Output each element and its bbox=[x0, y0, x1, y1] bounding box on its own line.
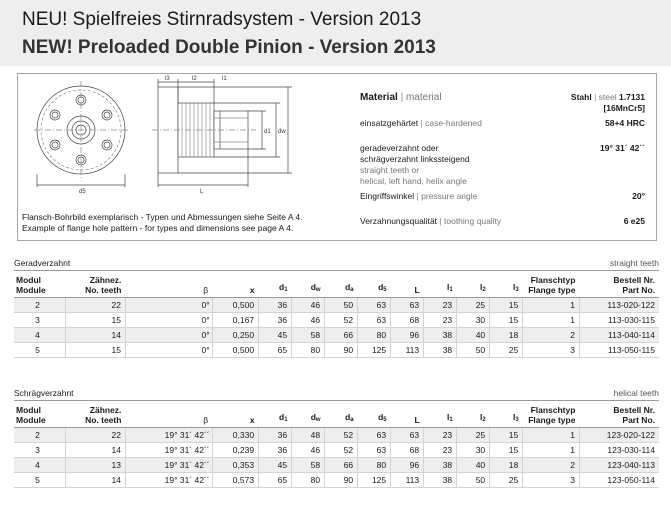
helical-label-german: Schrägverzahnt bbox=[14, 388, 74, 398]
table-cell: 113 bbox=[391, 343, 424, 358]
spec-quality-label: Verzahnungsqualität | toothing quality bbox=[360, 216, 502, 226]
table-cell: 46 bbox=[292, 443, 325, 458]
table-cell: 18 bbox=[490, 328, 523, 343]
table-cell: 113-020-122 bbox=[579, 298, 659, 313]
table-cell: 3 bbox=[523, 343, 580, 358]
table-cell: 0,330 bbox=[212, 428, 258, 443]
table-cell: 23 bbox=[424, 428, 457, 443]
table-row bbox=[14, 428, 659, 443]
table-cell: 45 bbox=[259, 458, 292, 473]
table-cell: 4 bbox=[14, 328, 66, 343]
table-cell: 19° 31´ 42´´ bbox=[125, 473, 212, 488]
table-cell: 22 bbox=[66, 428, 126, 443]
table-cell: 123-020-122 bbox=[579, 428, 659, 443]
helical-header-row bbox=[14, 405, 659, 428]
table-cell: 123-030-114 bbox=[579, 443, 659, 458]
straight-section-header bbox=[14, 258, 659, 271]
col-beta: β bbox=[125, 405, 212, 428]
helical-label-english: helical teeth bbox=[613, 388, 659, 398]
dim-d5: d5 bbox=[79, 189, 86, 195]
col-da: $d_a$ bbox=[325, 275, 358, 298]
col-l2: $l_2$ bbox=[457, 275, 490, 298]
col-dw: $d_w$ bbox=[292, 405, 325, 428]
col-l1: $l_1$ bbox=[424, 405, 457, 428]
table-row bbox=[14, 328, 659, 343]
technical-drawing bbox=[34, 73, 324, 205]
table-cell: 25 bbox=[490, 473, 523, 488]
col-teeth: Zähnez. No. teeth bbox=[66, 275, 126, 298]
table-cell: 18 bbox=[490, 458, 523, 473]
table-cell: 36 bbox=[259, 313, 292, 328]
table-cell: 13 bbox=[66, 458, 126, 473]
spec-teeth-label: geradeverzahnt oder schrägverzahnt linkssteigend straight teeth or helical, left hand, helix angle bbox=[360, 143, 470, 186]
spec-teeth-value: 19° 31´ 42´´ bbox=[600, 143, 645, 153]
dim-l3: l3 bbox=[165, 76, 170, 82]
table-cell: 0,573 bbox=[212, 473, 258, 488]
spec-pressure-angle-value: 20° bbox=[632, 191, 645, 201]
table-cell: 1 bbox=[523, 298, 580, 313]
spec-material-value: Stahl | steel 1.7131 [16MnCr5] bbox=[570, 92, 645, 113]
col-part-no: Bestell Nr. Part No. bbox=[579, 275, 659, 298]
table-cell: 25 bbox=[490, 343, 523, 358]
table-cell: 30 bbox=[457, 313, 490, 328]
col-da: $d_a$ bbox=[325, 405, 358, 428]
table-cell: 90 bbox=[325, 343, 358, 358]
table-cell: 5 bbox=[14, 473, 66, 488]
table-cell: 63 bbox=[358, 298, 391, 313]
table-cell: 38 bbox=[424, 343, 457, 358]
table-cell: 80 bbox=[358, 458, 391, 473]
col-l2: $l_2$ bbox=[457, 405, 490, 428]
col-l3: $l_3$ bbox=[490, 405, 523, 428]
col-x: x bbox=[212, 405, 258, 428]
table-row bbox=[14, 443, 659, 458]
table-cell: 113-050-115 bbox=[579, 343, 659, 358]
table-cell: 23 bbox=[424, 298, 457, 313]
page-header bbox=[0, 0, 671, 66]
table-cell: 63 bbox=[358, 313, 391, 328]
dim-dw: dw bbox=[278, 129, 286, 135]
title-german: NEU! Spielfreies Stirnradsystem - Version 2013 bbox=[22, 9, 422, 30]
table-cell: 52 bbox=[325, 428, 358, 443]
col-d1: $d_1$ bbox=[259, 275, 292, 298]
table-cell: 3 bbox=[14, 313, 66, 328]
col-l1: $l_1$ bbox=[424, 275, 457, 298]
col-x: x bbox=[212, 275, 258, 298]
table-cell: 68 bbox=[391, 313, 424, 328]
table-cell: 25 bbox=[457, 298, 490, 313]
table-cell: 63 bbox=[391, 428, 424, 443]
table-cell: 52 bbox=[325, 443, 358, 458]
straight-label-german: Geradverzahnt bbox=[14, 258, 71, 268]
table-cell: 45 bbox=[259, 328, 292, 343]
table-cell: 40 bbox=[457, 458, 490, 473]
table-cell: 2 bbox=[14, 298, 66, 313]
dim-l1: l1 bbox=[222, 76, 227, 82]
table-cell: 0,250 bbox=[212, 328, 258, 343]
helical-table-body bbox=[14, 428, 659, 488]
table-cell: 46 bbox=[292, 313, 325, 328]
table-cell: 3 bbox=[523, 473, 580, 488]
table-cell: 65 bbox=[259, 473, 292, 488]
table-cell: 36 bbox=[259, 428, 292, 443]
table-cell: 38 bbox=[424, 328, 457, 343]
col-l3: $l_3$ bbox=[490, 275, 523, 298]
table-row bbox=[14, 343, 659, 358]
table-cell: 80 bbox=[292, 343, 325, 358]
table-cell: 58 bbox=[292, 458, 325, 473]
table-cell: 0,500 bbox=[212, 343, 258, 358]
table-cell: 0° bbox=[125, 328, 212, 343]
table-cell: 113 bbox=[391, 473, 424, 488]
flange-note-german: Flansch-Bohrbild exemplarisch - Typen und Abmessungen siehe Seite A 4. bbox=[22, 212, 303, 222]
table-cell: 80 bbox=[358, 328, 391, 343]
dim-l2: l2 bbox=[192, 76, 197, 82]
helical-teeth-table bbox=[14, 405, 659, 488]
col-d1: $d_1$ bbox=[259, 405, 292, 428]
table-cell: 65 bbox=[259, 343, 292, 358]
table-cell: 14 bbox=[66, 473, 126, 488]
table-cell: 50 bbox=[457, 473, 490, 488]
table-cell: 23 bbox=[424, 443, 457, 458]
table-cell: 63 bbox=[358, 428, 391, 443]
table-cell: 66 bbox=[325, 328, 358, 343]
table-cell: 1 bbox=[523, 313, 580, 328]
spec-material-label: Material | material bbox=[360, 92, 442, 103]
table-cell: 15 bbox=[490, 443, 523, 458]
col-modul: Modul Module bbox=[14, 275, 66, 298]
table-cell: 0° bbox=[125, 298, 212, 313]
table-cell: 2 bbox=[14, 428, 66, 443]
title-english: NEW! Preloaded Double Pinion - Version 2013 bbox=[22, 37, 436, 58]
spec-pressure-angle-label: Eingriffswinkel | pressure angle bbox=[360, 191, 478, 201]
table-cell: 23 bbox=[424, 313, 457, 328]
col-flange-type: Flanschtyp Flange type bbox=[523, 405, 580, 428]
table-cell: 38 bbox=[424, 458, 457, 473]
table-cell: 50 bbox=[325, 298, 358, 313]
flange-note-english: Example of flange hole pattern - for types and dimensions see page A 4. bbox=[22, 223, 294, 233]
table-cell: 0,239 bbox=[212, 443, 258, 458]
col-beta: β bbox=[125, 275, 212, 298]
table-cell: 123-050-114 bbox=[579, 473, 659, 488]
straight-table-body bbox=[14, 298, 659, 358]
table-cell: 30 bbox=[457, 443, 490, 458]
table-row bbox=[14, 473, 659, 488]
table-cell: 52 bbox=[325, 313, 358, 328]
col-L: L bbox=[391, 275, 424, 298]
table-cell: 14 bbox=[66, 443, 126, 458]
col-part-no: Bestell Nr. Part No. bbox=[579, 405, 659, 428]
table-cell: 15 bbox=[66, 343, 126, 358]
table-cell: 125 bbox=[358, 473, 391, 488]
table-cell: 96 bbox=[391, 458, 424, 473]
table-cell: 36 bbox=[259, 298, 292, 313]
table-cell: 58 bbox=[292, 328, 325, 343]
table-cell: 113-040-114 bbox=[579, 328, 659, 343]
table-cell: 36 bbox=[259, 443, 292, 458]
table-cell: 80 bbox=[292, 473, 325, 488]
straight-teeth-table bbox=[14, 275, 659, 358]
table-cell: 63 bbox=[391, 298, 424, 313]
helical-section-header bbox=[14, 388, 659, 401]
table-cell: 19° 31´ 42´´ bbox=[125, 428, 212, 443]
table-cell: 0,167 bbox=[212, 313, 258, 328]
col-d5: $d_5$ bbox=[358, 275, 391, 298]
table-cell: 4 bbox=[14, 458, 66, 473]
table-cell: 0,500 bbox=[212, 298, 258, 313]
table-cell: 2 bbox=[523, 328, 580, 343]
straight-label-english: straight teeth bbox=[609, 258, 659, 268]
table-cell: 15 bbox=[490, 298, 523, 313]
table-cell: 25 bbox=[457, 428, 490, 443]
table-cell: 96 bbox=[391, 328, 424, 343]
table-cell: 68 bbox=[391, 443, 424, 458]
table-cell: 50 bbox=[457, 343, 490, 358]
table-cell: 48 bbox=[292, 428, 325, 443]
table-cell: 22 bbox=[66, 298, 126, 313]
table-cell: 123-040-113 bbox=[579, 458, 659, 473]
table-cell: 19° 31´ 42´´ bbox=[125, 458, 212, 473]
table-cell: 19° 31´ 42´´ bbox=[125, 443, 212, 458]
table-cell: 15 bbox=[490, 428, 523, 443]
table-row bbox=[14, 298, 659, 313]
col-modul: Modul Module bbox=[14, 405, 66, 428]
table-cell: 15 bbox=[66, 313, 126, 328]
table-cell: 66 bbox=[325, 458, 358, 473]
table-cell: 3 bbox=[14, 443, 66, 458]
table-cell: 46 bbox=[292, 298, 325, 313]
table-cell: 14 bbox=[66, 328, 126, 343]
col-d5: $d_5$ bbox=[358, 405, 391, 428]
dim-d1: d1 bbox=[264, 129, 271, 135]
table-cell: 113-030-115 bbox=[579, 313, 659, 328]
dim-L: L bbox=[200, 189, 204, 195]
table-cell: 0° bbox=[125, 313, 212, 328]
table-cell: 1 bbox=[523, 428, 580, 443]
table-row bbox=[14, 313, 659, 328]
table-cell: 0,353 bbox=[212, 458, 258, 473]
table-row bbox=[14, 458, 659, 473]
table-cell: 0° bbox=[125, 343, 212, 358]
table-cell: 38 bbox=[424, 473, 457, 488]
spec-quality-value: 6 e25 bbox=[623, 216, 645, 226]
col-dw: $d_w$ bbox=[292, 275, 325, 298]
table-cell: 2 bbox=[523, 458, 580, 473]
table-cell: 40 bbox=[457, 328, 490, 343]
table-cell: 90 bbox=[325, 473, 358, 488]
table-cell: 63 bbox=[358, 443, 391, 458]
straight-header-row bbox=[14, 275, 659, 298]
col-teeth: Zähnez. No. teeth bbox=[66, 405, 126, 428]
col-L: L bbox=[391, 405, 424, 428]
spec-hardening-value: 58+4 HRC bbox=[605, 118, 645, 128]
table-cell: 5 bbox=[14, 343, 66, 358]
table-cell: 125 bbox=[358, 343, 391, 358]
spec-hardening-label: einsatzgehärtet | case-hardened bbox=[360, 118, 482, 128]
table-cell: 1 bbox=[523, 443, 580, 458]
col-flange-type: Flanschtyp Flange type bbox=[523, 275, 580, 298]
table-cell: 15 bbox=[490, 313, 523, 328]
